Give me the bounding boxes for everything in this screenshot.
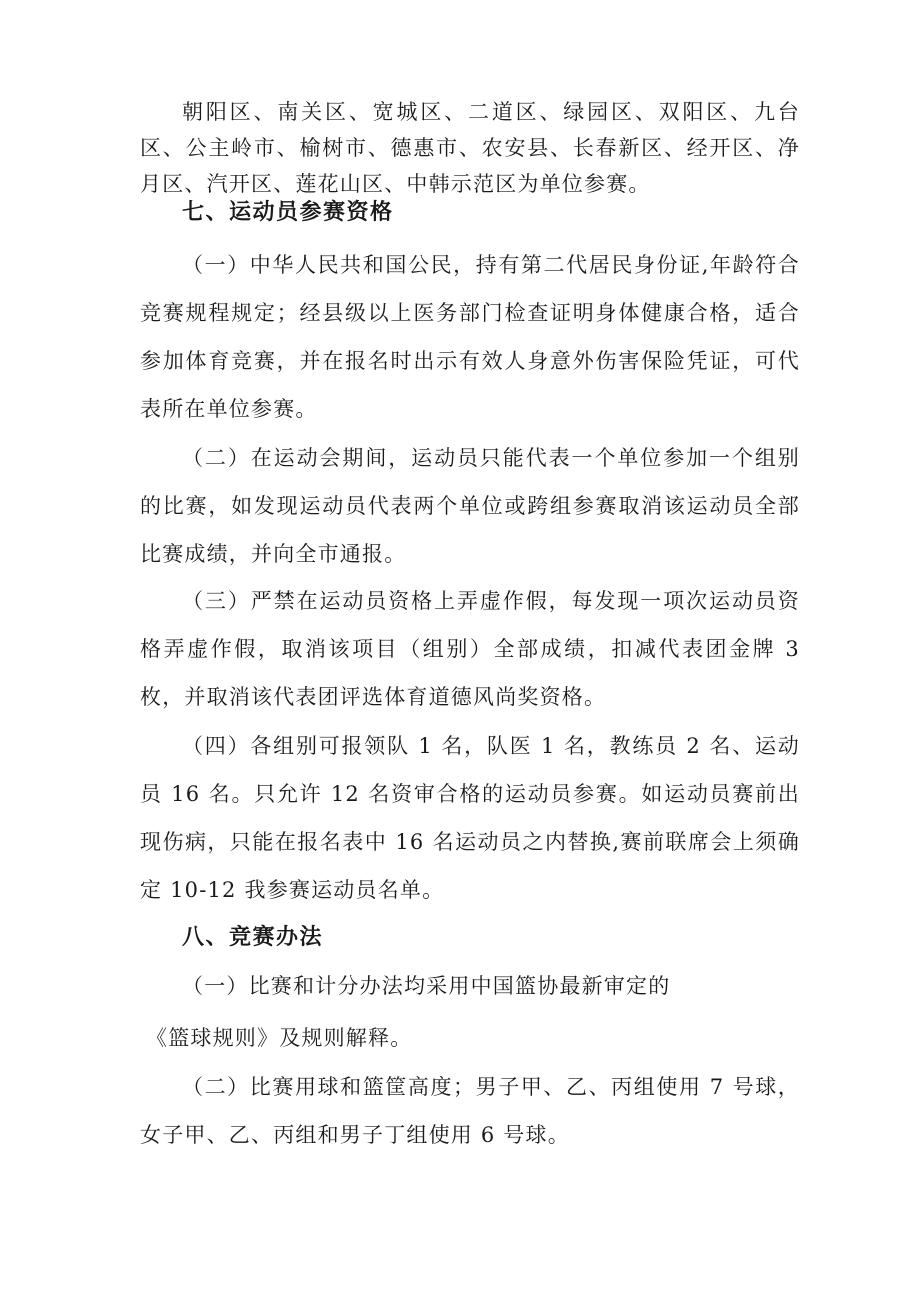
participating-units-paragraph: 朝阳区、南关区、宽城区、二道区、绿园区、双阳区、九台区、公主岭市、榆树市、德惠市、农安县、长春新区、经开区、净月区、汽开区、莲花山区、中韩示范区为单位参赛。 — [140, 100, 800, 196]
section-7-item-1: （一）中华人民共和国公民，持有第二代居民身份证,年龄符合竞赛规程规定；经县级以上医务部门检查证明身体健康合格，适合参加体育竞赛，并在报名时出示有效人身意外伤害保险凭证，可代表所在单位参赛。 — [140, 253, 800, 421]
section-8-item-1-line-1: （一）比赛和计分办法均采用中国篮协最新审定的 — [182, 974, 671, 998]
section-7-item-3: （三）严禁在运动员资格上弄虚作假，每发现一项次运动员资格弄虚作假，取消该项目（组别）全部成绩，扣减代表团金牌 3 枚，并取消该代表团评选体育道德风尚奖资格。 — [140, 589, 800, 709]
section-7-item-2: （二）在运动会期间，运动员只能代表一个单位参加一个组别的比赛，如发现运动员代表两个单位或跨组参赛取消该运动员全部比赛成绩，并向全市通报。 — [140, 446, 800, 566]
section-8-item-1-line-2: 《篮球规则》及规则解释。 — [146, 1026, 413, 1050]
section-8-heading: 八、竞赛办法 — [182, 925, 324, 950]
section-8-item-2: （二）比赛用球和篮筐高度；男子甲、乙、丙组使用 7 号球，女子甲、乙、丙组和男子丁组使用 6 号球。 — [140, 1075, 800, 1147]
section-7-heading: 七、运动员参赛资格 — [182, 200, 394, 225]
section-7-item-4: （四）各组别可报领队 1 名，队医 1 名，教练员 2 名、运动员 16 名。只允许 12 名资审合格的运动员参赛。如运动员赛前出现伤病，只能在报名表中 16 名运动员之内替换,赛前联席会上须确定 10-12 我参赛运动员名单。 — [140, 734, 800, 902]
